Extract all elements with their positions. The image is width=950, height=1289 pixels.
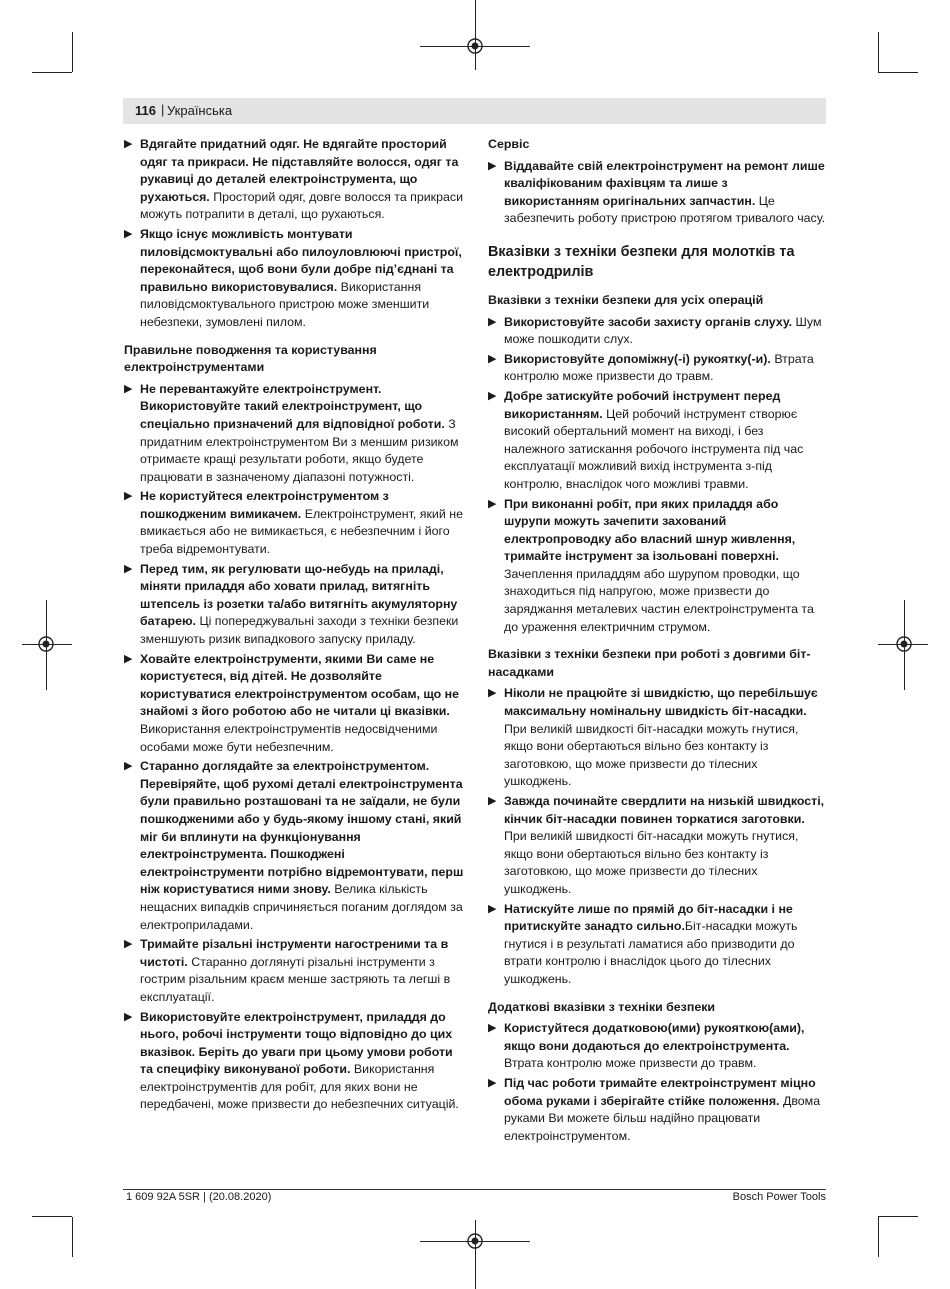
bullet-arrow-icon: ▶ bbox=[124, 227, 133, 240]
safety-instruction: Використовуйте електроінструмент, приладдя до нього, робочі інструменти тощо відповідно до цих вказівок. Беріть до уваги при цьому умови роботи та специфіку виконуваної роботи. bbox=[140, 1009, 453, 1077]
registration-mark-icon bbox=[466, 37, 484, 55]
safety-instruction: Не користуйтеся електроінструментом з пошкодженим вимикачем. bbox=[140, 489, 389, 521]
safety-explanation: Двома руками Ви можете більш надійно працювати електроінструментом. bbox=[504, 1093, 821, 1143]
subsection-heading: Додаткові вказівки з техніки безпеки bbox=[488, 999, 716, 1014]
safety-item bbox=[488, 901, 826, 989]
safety-item bbox=[124, 226, 464, 332]
bullet-arrow-icon: ▶ bbox=[488, 389, 497, 402]
bullet-arrow-icon: ▶ bbox=[124, 490, 133, 503]
safety-instruction: Під час роботи тримайте електроінструмент міцно обома руками і зберігайте стійке положення. bbox=[504, 1075, 816, 1108]
crop-mark bbox=[72, 32, 73, 72]
bullet-arrow-icon: ▶ bbox=[488, 687, 497, 700]
bullet-arrow-icon: ▶ bbox=[488, 352, 497, 365]
bullet-arrow-icon: ▶ bbox=[124, 382, 133, 395]
safety-explanation: Старанно доглянуті різальні інструменти з гострим різальним краєм менше застряють та легші в експлуатації. bbox=[140, 954, 451, 1004]
header-separator: | bbox=[161, 102, 165, 117]
safety-instruction: Використовуйте засоби захисту органів слуху. bbox=[504, 314, 793, 329]
footer-rule bbox=[123, 1189, 826, 1190]
right-column bbox=[488, 136, 826, 1147]
crop-mark bbox=[32, 1216, 72, 1217]
header-language: Українська bbox=[167, 103, 233, 118]
safety-instruction: Завжда починайте свердлити на низькій швидкості, кінчик біт-насадки повинен торкатися заготовки. bbox=[504, 794, 825, 826]
bullet-arrow-icon: ▶ bbox=[488, 159, 497, 172]
safety-instruction: Ховайте електроінструменти, якими Ви саме не користуєтеся, від дітей. Не дозволяйте користуватися електроінструментом особам, що не знайомі з його роботою або не читали ці вказівки. bbox=[140, 651, 460, 719]
safety-explanation: Електроінструмент, який не вмикається або не вимикається, є небезпечним і його треба відремонтувати. bbox=[140, 506, 463, 557]
safety-instruction: Якщо існує можливість монтувати пиловідсмоктувальні або пилоуловлюючі пристрої, переконайтеся, щоб вони були добре під’єднані та правильно використовувалися. bbox=[140, 226, 462, 294]
safety-explanation: Втрата контролю може призвести до травм. bbox=[504, 351, 814, 384]
safety-explanation: Використання пиловідсмоктувального пристрою може зменшити небезпеки, зумовлені пилом. bbox=[140, 279, 430, 329]
safety-item bbox=[124, 651, 464, 757]
bullet-arrow-icon: ▶ bbox=[124, 562, 133, 575]
safety-item bbox=[488, 685, 826, 791]
safety-explanation: При великій швидкості біт-насадки можуть гнутися, якщо вони обертаються вільно без контакту із заготовкою, що може призвести до тілесних ушкоджень. bbox=[504, 721, 799, 789]
bullet-arrow-icon: ▶ bbox=[124, 1010, 133, 1023]
safety-explanation: Біт-насадки можуть гнутися і в результаті ламатися або призводити до втрати контролю і внаслідок цього до тілесних ушкоджень. bbox=[504, 919, 798, 986]
crop-mark bbox=[475, 0, 476, 70]
safety-item bbox=[124, 136, 464, 224]
crop-mark bbox=[878, 1217, 879, 1257]
safety-instruction: Добре затискуйте робочий інструмент перед використанням. bbox=[504, 388, 781, 421]
registration-mark-icon bbox=[895, 635, 913, 653]
page-header bbox=[123, 98, 826, 124]
bullet-arrow-icon: ▶ bbox=[488, 1076, 497, 1089]
safety-item bbox=[488, 496, 826, 637]
safety-explanation: Велика кількість нещасних випадків спричиняється поганим доглядом за електроприладами. bbox=[140, 882, 463, 932]
crop-mark bbox=[72, 1217, 73, 1257]
footer-doc-number: 1 609 92A 5SR | (20.08.2020) bbox=[126, 1191, 272, 1203]
safety-explanation: При великій швидкості біт-насадки можуть гнутися, якщо вони обертаються вільно без контакту із заготовкою, що може призвести до тілесних ушкоджень. bbox=[504, 829, 799, 896]
safety-instruction: Старанно доглядайте за електроінструментом. Перевіряйте, щоб рухомі деталі електроінструмента були правильно розташовані та не заїдали, не були пошкодженими або у будь-якому іншому стані, який міг би вплинути на функціонування електроінструмента. Пошкоджені електроінструменти потрібно відремонтувати, перш ніж користуватися ними знову. bbox=[140, 759, 464, 897]
safety-item bbox=[124, 936, 464, 1006]
bullet-arrow-icon: ▶ bbox=[488, 315, 497, 328]
safety-item bbox=[488, 793, 826, 899]
safety-instruction: Користуйтеся додатковою(ими) рукояткою(ами), якщо вони додаються до електроінструмента. bbox=[504, 1021, 805, 1053]
safety-explanation: Використання електроінструментів недосвідченими особами може бути небезпечним. bbox=[140, 722, 438, 754]
crop-mark bbox=[475, 1220, 476, 1289]
bullet-arrow-icon: ▶ bbox=[124, 938, 133, 951]
subsection-heading: Правильне поводження та користування електроінструментами bbox=[124, 342, 377, 375]
registration-mark-icon bbox=[466, 1232, 484, 1250]
page-number: 116 bbox=[135, 103, 156, 118]
bullet-arrow-icon: ▶ bbox=[488, 1022, 497, 1035]
safety-instruction: Не перевантажуйте електроінструмент. Використовуйте такий електроінструмент, що спеціально призначений для відповідної роботи. bbox=[140, 381, 445, 431]
safety-instruction: Ніколи не працюйте зі швидкістю, що перебільшує максимальну номінальну швидкість біт-насадки. bbox=[504, 686, 818, 719]
crop-mark bbox=[878, 32, 879, 72]
safety-explanation: Втрата контролю може призвести до травм. bbox=[504, 1056, 757, 1071]
safety-explanation: Просторий одяг, довге волосся та прикраси можуть потрапити в деталі, що рухаються. bbox=[140, 189, 464, 222]
subsection-heading: Вказівки з техніки безпеки для усіх операцій bbox=[488, 292, 764, 307]
safety-item bbox=[488, 1075, 826, 1145]
safety-item bbox=[488, 388, 826, 494]
safety-item bbox=[488, 1020, 826, 1073]
subsection-heading: Сервіс bbox=[488, 137, 530, 151]
safety-item bbox=[124, 561, 464, 649]
bullet-arrow-icon: ▶ bbox=[124, 138, 133, 150]
bullet-arrow-icon: ▶ bbox=[124, 652, 133, 665]
safety-explanation: Ці попереджувальні заходи з техніки безпеки зменшують ризик випадкового запуску приладу. bbox=[140, 614, 459, 647]
footer-brand: Bosch Power Tools bbox=[732, 1191, 826, 1203]
bullet-arrow-icon: ▶ bbox=[124, 760, 133, 773]
safety-instruction: Натискуйте лише по прямій до біт-насадки і не притискуйте занадто сильно. bbox=[504, 901, 793, 934]
safety-explanation: Використання електроінструментів для робіт, для яких вони не передбачені, може призвести до небезпечних ситуацій. bbox=[140, 1062, 459, 1112]
safety-item bbox=[124, 1009, 464, 1115]
safety-instruction: Перед тим, як регулювати що-небудь на приладі, міняти приладдя або ховати прилад, витягніть штепсель із розетки та/або витягніть акумуляторну батарею. bbox=[140, 561, 458, 629]
crop-mark bbox=[878, 1216, 918, 1217]
safety-item bbox=[124, 758, 464, 934]
registration-mark-icon bbox=[37, 635, 55, 653]
left-column bbox=[124, 136, 464, 1116]
crop-mark bbox=[32, 72, 72, 73]
safety-instruction: Віддавайте свій електроінструмент на ремонт лише кваліфікованим фахівцям та лише з використанням оригінальних запчастин. bbox=[504, 158, 825, 208]
safety-item bbox=[488, 351, 826, 386]
safety-explanation: Шум може пошкодити слух. bbox=[504, 314, 822, 347]
safety-instruction: Тримайте різальні інструменти нагостреними та в чистоті. bbox=[140, 937, 449, 969]
safety-explanation: Зачеплення приладдям або шурупом проводки, що знаходиться під напругою, може призвести до заряджання металевих частин електроінструмента та до ураження електричним струмом. bbox=[504, 566, 814, 634]
safety-instruction: Використовуйте допоміжну(-і) рукоятку(-и). bbox=[504, 351, 771, 366]
crop-mark bbox=[878, 72, 918, 73]
safety-item bbox=[488, 158, 826, 228]
safety-item bbox=[488, 314, 826, 349]
bullet-arrow-icon: ▶ bbox=[488, 497, 497, 510]
safety-instruction: Вдягайте придатний одяг. Не вдягайте просторий одяг та прикраси. Не підставляйте волосся, одяг та рукавиці до деталей електроінструмента, що рухаються. bbox=[140, 137, 459, 204]
safety-item bbox=[124, 488, 464, 558]
safety-instruction: При виконанні робіт, при яких приладдя або шурупи можуть зачепити захований електропроводку або власний шнур живлення, тримайте інструмент за ізольовані поверхні. bbox=[504, 496, 796, 564]
safety-explanation: Це забезпечить роботу пристрою протягом тривалого часу. bbox=[504, 193, 826, 226]
section-heading: Вказівки з техніки безпеки для молотків та електродрилів bbox=[488, 243, 795, 280]
safety-explanation: Цей робочий інструмент створює високий обертальний момент на виході, і без належного затискання робочого інструмента під час експлуатації можливий вихід інструмента з-під контролю, внаслідок чого можливі травми. bbox=[504, 406, 804, 491]
subsection-heading: Вказівки з техніки безпеки при роботі з довгими біт-насадками bbox=[488, 647, 811, 679]
safety-item bbox=[124, 381, 464, 487]
bullet-arrow-icon: ▶ bbox=[488, 902, 497, 915]
safety-explanation: З придатним електроінструментом Ви з меншим ризиком отримаєте кращі результати роботи, якщо будете працювати в зазначеному діапазоні потужності. bbox=[140, 416, 459, 484]
bullet-arrow-icon: ▶ bbox=[488, 795, 497, 807]
